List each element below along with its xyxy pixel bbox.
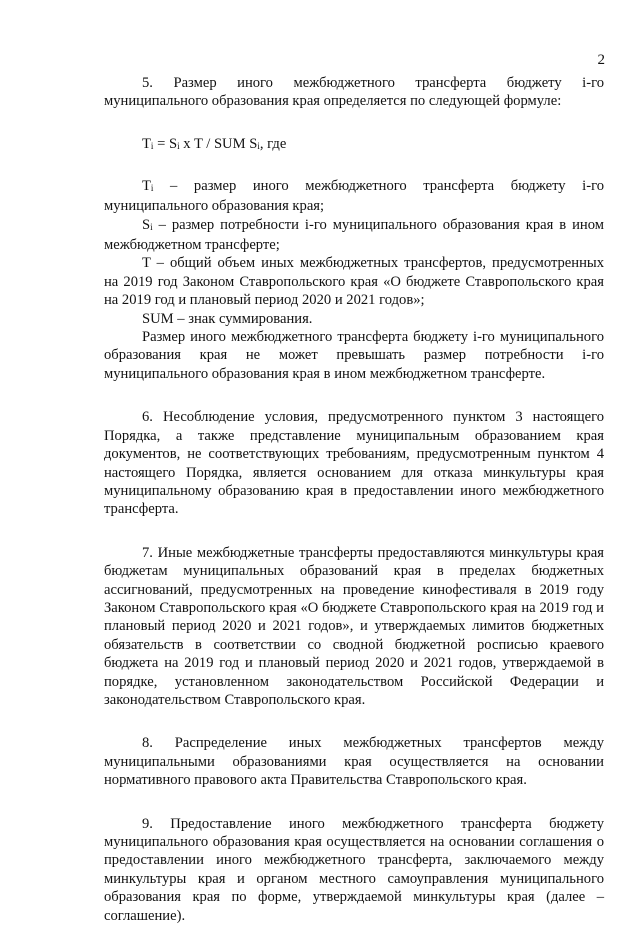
section-gap: [104, 790, 604, 815]
formula-tail: , где: [259, 135, 287, 152]
section-gap: [104, 709, 604, 734]
formula-eq: = S: [153, 135, 178, 152]
definition-ti-symbol: T: [142, 177, 151, 194]
document-body: [104, 74, 604, 925]
definition-si-symbol: S: [142, 216, 151, 233]
definition-ti: [104, 177, 604, 216]
definition-si-text: – размер потребности i-го муниципального образования края в ином межбюджетном трансферте;: [104, 216, 604, 254]
section-gap: [104, 383, 604, 408]
definition-sum: SUM – знак суммирования.: [142, 310, 313, 327]
page-number: 2: [597, 52, 605, 68]
definition-si-sub: i: [150, 221, 153, 232]
paragraph-7: 7. Иные межбюджетные трансферты предоставляются минкультуры края бюджетам муниципальных образований края в пределах бюджетных ассигнований, предусмотренных на проведение кинофестиваля в 2019 году Законом Ставропольского края «О бюджете Ставропольского края на 2019 год и плановый период 2020 и 2021 годов», и утверждаемых лимитов бюджетных обязательств в соответствии со сводной бюджетной росписью краевого бюджета на 2019 год и плановый период 2020 и 2021 годов, утверждаемой в порядке, установленном законодательством Российской Федерации и законодательством Ставропольского края.: [104, 544, 604, 708]
definition-t: T – общий объем иных межбюджетных трансфертов, предусмотренных на 2019 год Законом Ставропольского края «О бюджете Ставропольского края на 2019 год и плановый период 2020 и 2021 годов»;: [104, 255, 604, 309]
paragraph-6: 6. Несоблюдение условия, предусмотренного пунктом 3 настоящего Порядка, а также представление муниципальным образованием края документов, не соответствующих требованиям, предусмотренным пунктом 4 настоящего Порядка, является основанием для отказа минкультуры края муниципальному образованию края в предоставлении иного межбюджетного трансферта.: [104, 409, 604, 518]
formula-s-sub: i: [177, 140, 180, 151]
paragraph-5-limit: Размер иного межбюджетного трансферта бюджету i-го муниципального образования края не может превышать размер потребности i-го муниципального образования края в ином межбюджетном трансферте.: [104, 329, 604, 382]
paragraph-8: 8. Распределение иных межбюджетных трансфертов между муниципальными образованиями края осуществляется на основании нормативного правового акта Правительства Ставропольского края.: [104, 735, 604, 789]
section-gap: [104, 519, 604, 544]
formula-lhs: T: [142, 135, 151, 152]
formula: [104, 135, 604, 155]
definition-ti-text: – размер иного межбюджетного трансферта бюджету i-го муниципального образования края;: [104, 177, 604, 215]
paragraph-9: 9. Предоставление иного межбюджетного трансферта бюджету муниципального образования края осуществляется на основании соглашения о предоставлении иного межбюджетного трансферта, заключаемого между минкультуры края и органом местного самоуправления муниципального образования края по форме, утверждаемой минкультуры края (далее – соглашение).: [104, 815, 604, 924]
definition-ti-sub: i: [150, 182, 154, 193]
paragraph-5-intro: 5. Размер иного межбюджетного трансферта бюджету i-го муниципального образования края определяется по следующей формуле:: [104, 75, 604, 110]
formula-s2-sub: i: [257, 140, 260, 151]
definition-si: [104, 216, 604, 255]
formula-mid: x T / SUM S: [179, 135, 258, 152]
formula-lhs-sub: i: [150, 140, 154, 151]
